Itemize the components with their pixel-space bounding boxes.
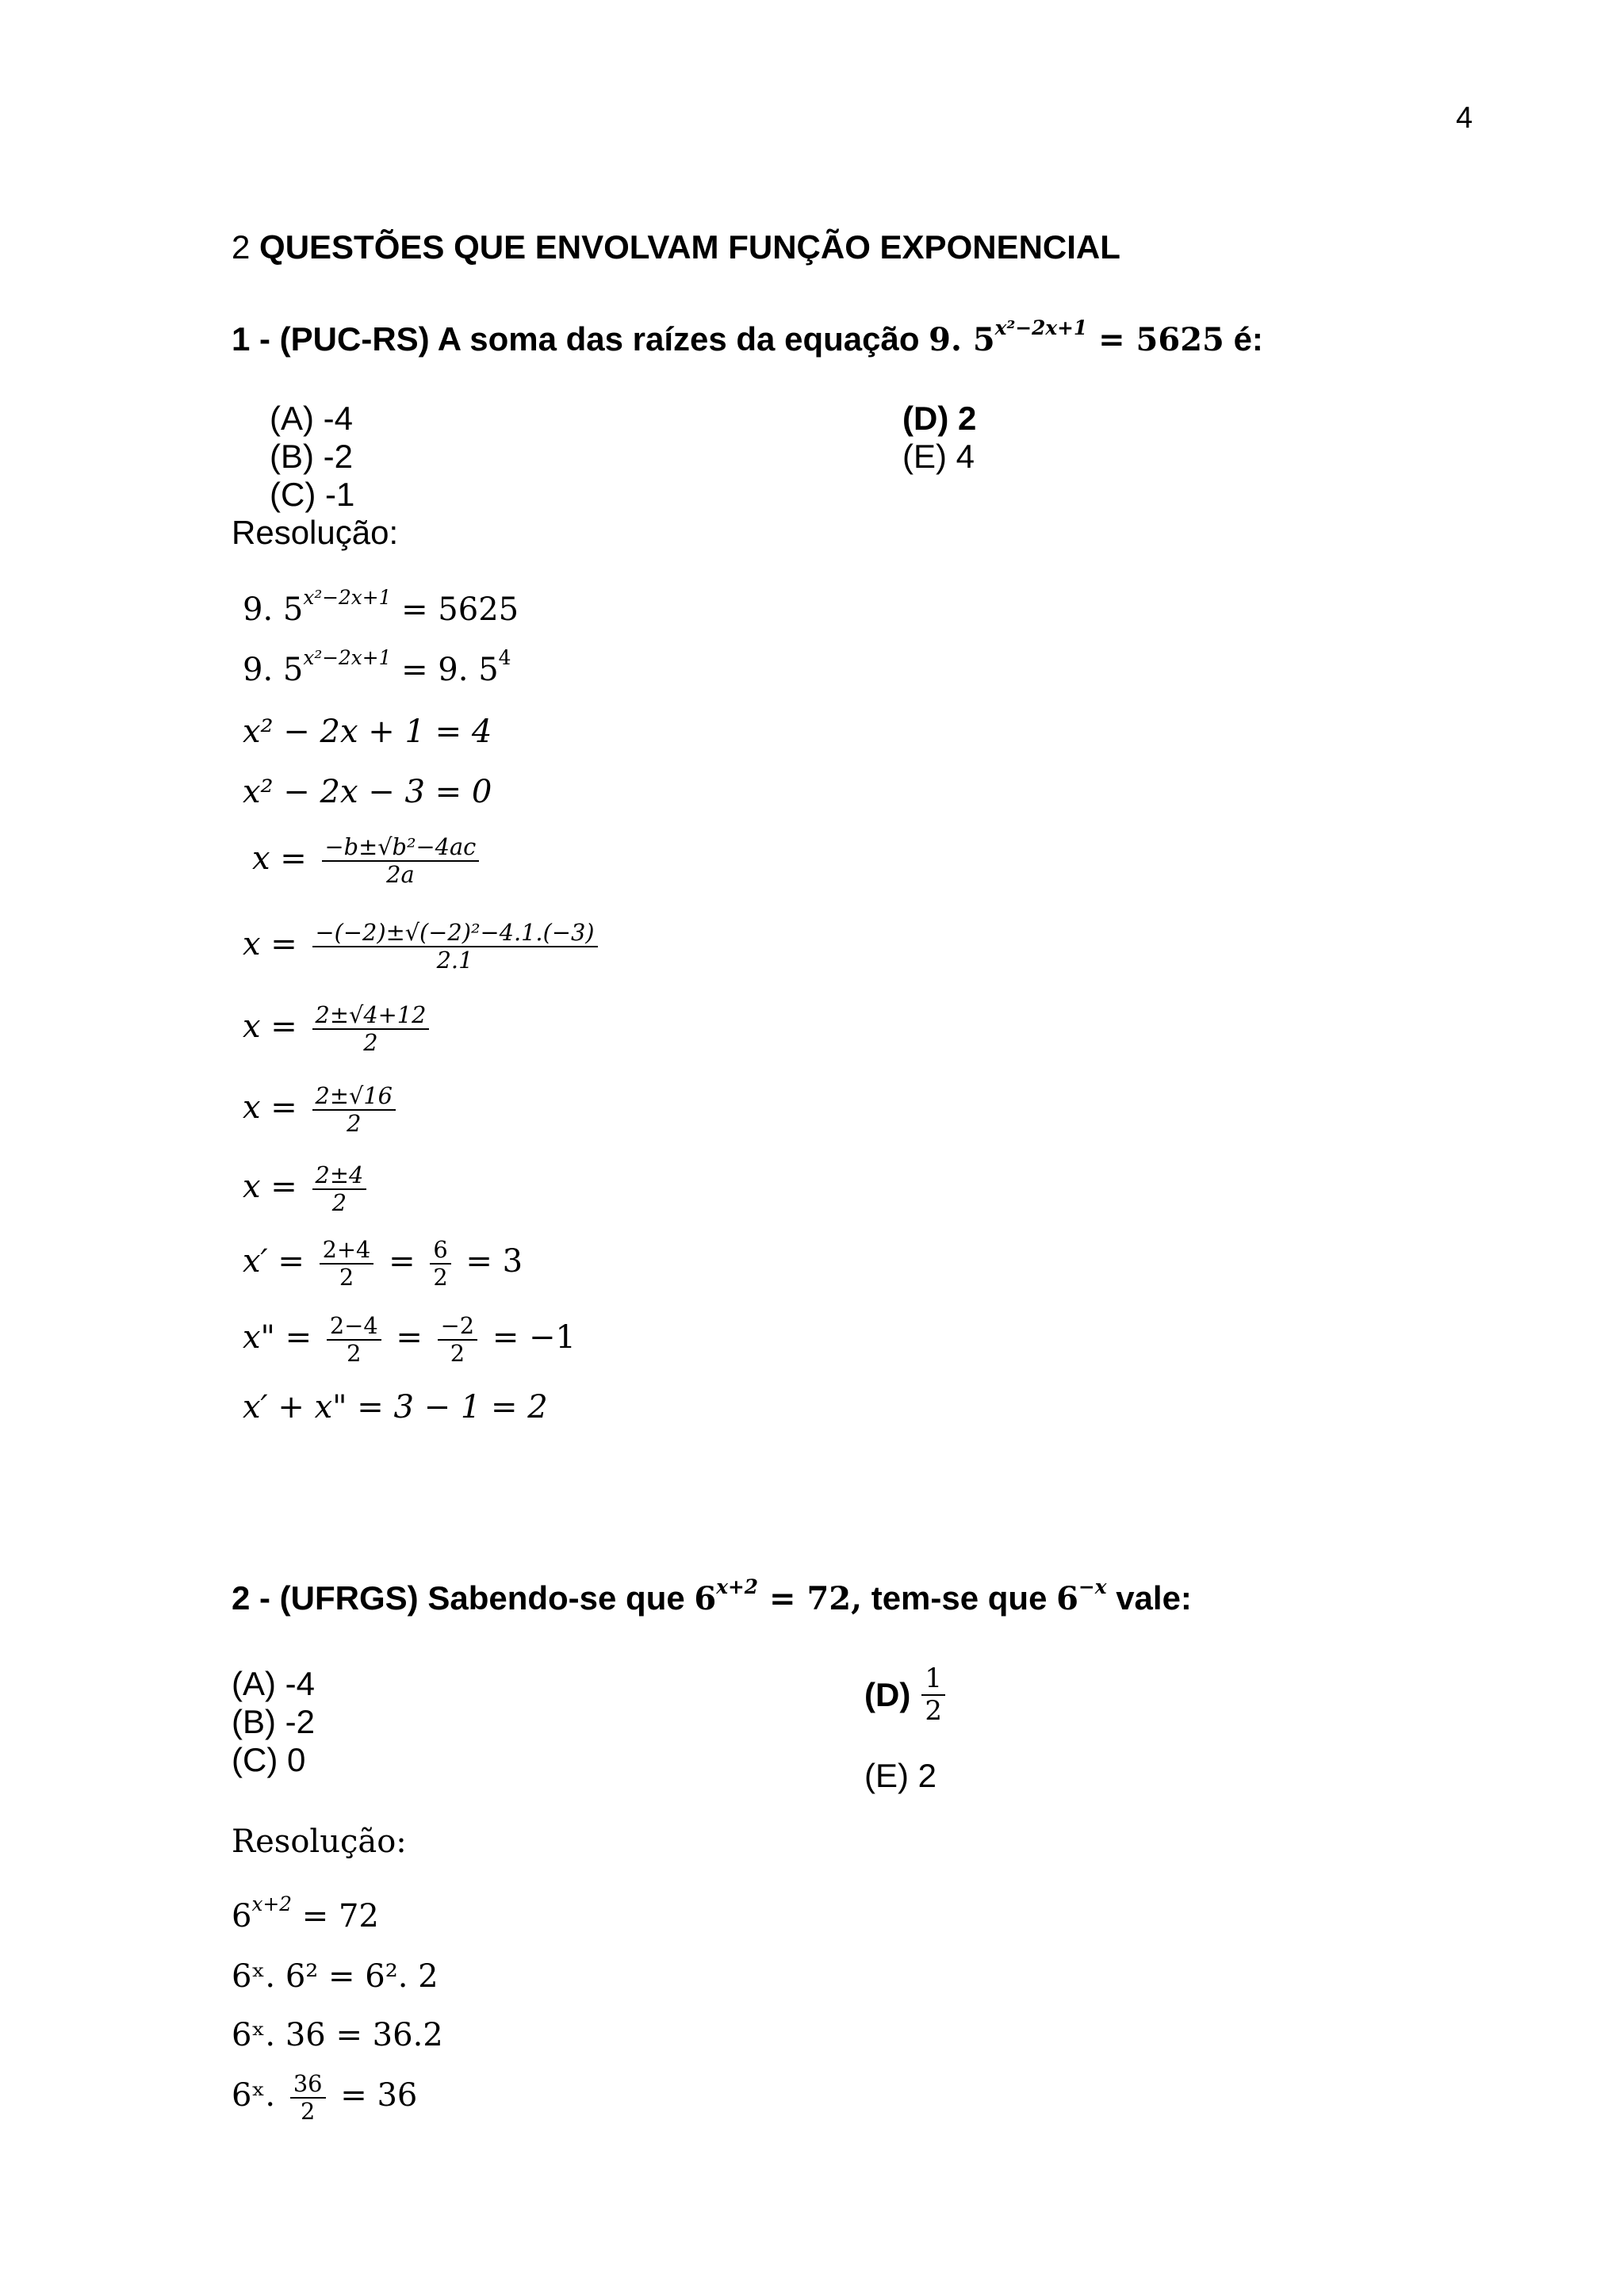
q1-step-10 bbox=[243, 1237, 523, 1291]
q1-s7-fraction bbox=[312, 1002, 430, 1056]
q1-s1-exp: x²−2x+1 bbox=[303, 586, 392, 610]
q1-s8-fraction bbox=[312, 1083, 396, 1137]
q2-option-d-den: 2 bbox=[925, 1695, 942, 1728]
q2-equation-1 bbox=[694, 1575, 863, 1617]
q1-eq-rhs: = 5625 bbox=[1098, 321, 1224, 358]
q2-s4-lhs: 6ˣ. bbox=[232, 2077, 276, 2114]
q1-s7-lhs: x = bbox=[243, 1008, 297, 1046]
q1-s2-base: 9. 5 bbox=[243, 652, 304, 688]
q2-eq1-rhs: = 72, bbox=[769, 1580, 863, 1617]
q2-s4-num: 36 bbox=[290, 2071, 326, 2099]
q1-s2-exp: x²−2x+1 bbox=[303, 646, 392, 670]
q1-s8-lhs: x = bbox=[243, 1089, 297, 1127]
q1-s2-rhs: = 9. 5 bbox=[401, 652, 499, 688]
q1-s11-eq: = bbox=[396, 1319, 423, 1357]
q1-s2-rhs-exp: 4 bbox=[498, 646, 511, 670]
q1-equation bbox=[929, 316, 1224, 358]
q1-s9-den: 2 bbox=[331, 1189, 347, 1217]
q1-s5-fraction bbox=[322, 834, 480, 888]
q1-s5-lhs: x = bbox=[252, 840, 307, 878]
q1-s11-fraction-2 bbox=[438, 1313, 477, 1367]
section-number: 2 bbox=[232, 228, 251, 266]
q1-s7-num: 2±√4+12 bbox=[312, 1002, 430, 1030]
q2-option-d-fraction bbox=[921, 1663, 945, 1727]
q2-s1-base: 6 bbox=[232, 1898, 252, 1934]
q1-s6-lhs: x = bbox=[243, 926, 297, 963]
q2-option-d-label: (D) bbox=[864, 1676, 911, 1714]
q2-option-c: (C) 0 bbox=[232, 1741, 306, 1778]
q1-s8-den: 2 bbox=[347, 1110, 362, 1138]
q1-s6-fraction bbox=[312, 920, 598, 974]
q1-s11-num2: −2 bbox=[438, 1313, 477, 1341]
q2-eq1-base: 6 bbox=[694, 1580, 717, 1617]
q2-step-3: 6ˣ. 36 = 36.2 bbox=[232, 2017, 443, 2053]
q2-equation-2 bbox=[1056, 1575, 1107, 1617]
q2-middle: tem-se que bbox=[871, 1579, 1048, 1617]
section-title bbox=[232, 228, 1120, 266]
q1-s5-den: 2a bbox=[386, 861, 415, 889]
q1-s7-den: 2 bbox=[363, 1029, 378, 1057]
q1-step-3: x² − 2x + 1 = 4 bbox=[243, 714, 492, 750]
q1-s11-den1: 2 bbox=[347, 1340, 362, 1368]
q2-s4-fraction bbox=[290, 2071, 326, 2125]
q1-s10-num2: 6 bbox=[430, 1237, 450, 1265]
q1-s10-den1: 2 bbox=[339, 1264, 354, 1292]
q1-s10-num1: 2+4 bbox=[320, 1237, 374, 1265]
q1-s10-den2: 2 bbox=[433, 1264, 448, 1292]
q1-s8-num: 2±√16 bbox=[312, 1083, 396, 1111]
q1-s1-base: 9. 5 bbox=[243, 591, 304, 628]
q1-s11-fraction-1 bbox=[327, 1313, 381, 1367]
q2-step-1 bbox=[232, 1892, 379, 1934]
q1-step-8 bbox=[243, 1083, 400, 1137]
q2-option-d bbox=[864, 1663, 950, 1727]
q2-prefix: 2 - (UFRGS) Sabendo-se que bbox=[232, 1579, 685, 1617]
q1-s10-fraction-1 bbox=[320, 1237, 374, 1291]
q2-eq2-base: 6 bbox=[1056, 1580, 1078, 1617]
q1-s5-num: −b±√b²−4ac bbox=[322, 834, 480, 862]
q2-eq2-exp: −x bbox=[1078, 1575, 1107, 1599]
q2-option-b: (B) -2 bbox=[232, 1703, 315, 1740]
q1-s9-lhs: x = bbox=[243, 1169, 297, 1206]
q1-s11-rhs: = −1 bbox=[492, 1319, 576, 1357]
q2-eq1-exp: x+2 bbox=[716, 1575, 759, 1599]
question-1-title bbox=[232, 316, 1263, 358]
q1-option-b: (B) -2 bbox=[270, 438, 353, 475]
q1-s6-den: 2.1 bbox=[436, 947, 473, 974]
q2-s1-rhs: = 72 bbox=[301, 1898, 379, 1934]
q1-step-7 bbox=[243, 1002, 434, 1056]
q1-step-1 bbox=[243, 586, 519, 628]
q1-step-9 bbox=[243, 1162, 371, 1216]
q2-option-a: (A) -4 bbox=[232, 1665, 315, 1702]
question-2-title bbox=[232, 1575, 1192, 1617]
q1-s10-rhs: = 3 bbox=[465, 1243, 523, 1280]
q1-s11-lhs: x" = bbox=[243, 1319, 312, 1357]
q1-step-4: x² − 2x − 3 = 0 bbox=[243, 774, 492, 810]
page-number: 4 bbox=[1456, 101, 1473, 135]
q1-eq-base: 9. 5 bbox=[929, 321, 995, 358]
q1-eq-exp: x²−2x+1 bbox=[994, 316, 1088, 340]
q1-option-c: (C) -1 bbox=[270, 476, 355, 513]
q1-step-12: x′ + x" = 3 − 1 = 2 bbox=[243, 1389, 548, 1425]
q1-resolution-label: Resolução: bbox=[232, 514, 399, 551]
q1-step-6 bbox=[243, 920, 603, 974]
q1-s11-den2: 2 bbox=[450, 1340, 465, 1368]
q1-s10-lhs: x′ = bbox=[243, 1243, 304, 1280]
q1-prefix: 1 - (PUC-RS) A soma das raízes da equação bbox=[232, 320, 920, 358]
section-title-text: QUESTÕES QUE ENVOLVAM FUNÇÃO EXPONENCIAL bbox=[259, 228, 1120, 266]
q2-suffix: vale: bbox=[1116, 1579, 1192, 1617]
q1-s9-num: 2±4 bbox=[312, 1162, 367, 1190]
q1-s9-fraction bbox=[312, 1162, 367, 1216]
q2-s4-rhs: = 36 bbox=[340, 2077, 418, 2114]
q2-s4-den: 2 bbox=[301, 2098, 316, 2126]
q1-s1-rhs: = 5625 bbox=[401, 591, 519, 628]
q1-step-2 bbox=[243, 646, 511, 688]
q2-s1-exp: x+2 bbox=[251, 1892, 292, 1916]
q2-resolution-label: Resolução: bbox=[232, 1823, 407, 1860]
q1-s11-num1: 2−4 bbox=[327, 1313, 381, 1341]
q1-s10-fraction-2 bbox=[430, 1237, 450, 1291]
q1-option-d: (D) 2 bbox=[902, 400, 977, 437]
q1-s6-num: −(−2)±√(−2)²−4.1.(−3) bbox=[312, 920, 598, 947]
q2-option-e: (E) 2 bbox=[864, 1757, 937, 1794]
q2-option-d-num: 1 bbox=[921, 1663, 945, 1696]
q1-step-5 bbox=[252, 834, 484, 888]
q1-step-11 bbox=[243, 1313, 576, 1367]
q2-step-4 bbox=[232, 2071, 417, 2125]
q1-option-e: (E) 4 bbox=[902, 438, 975, 475]
q1-option-a: (A) -4 bbox=[270, 400, 353, 437]
q1-s10-eq: = bbox=[389, 1243, 416, 1280]
q1-suffix: é: bbox=[1233, 320, 1263, 358]
q2-step-2: 6ˣ. 6² = 6². 2 bbox=[232, 1958, 439, 1995]
